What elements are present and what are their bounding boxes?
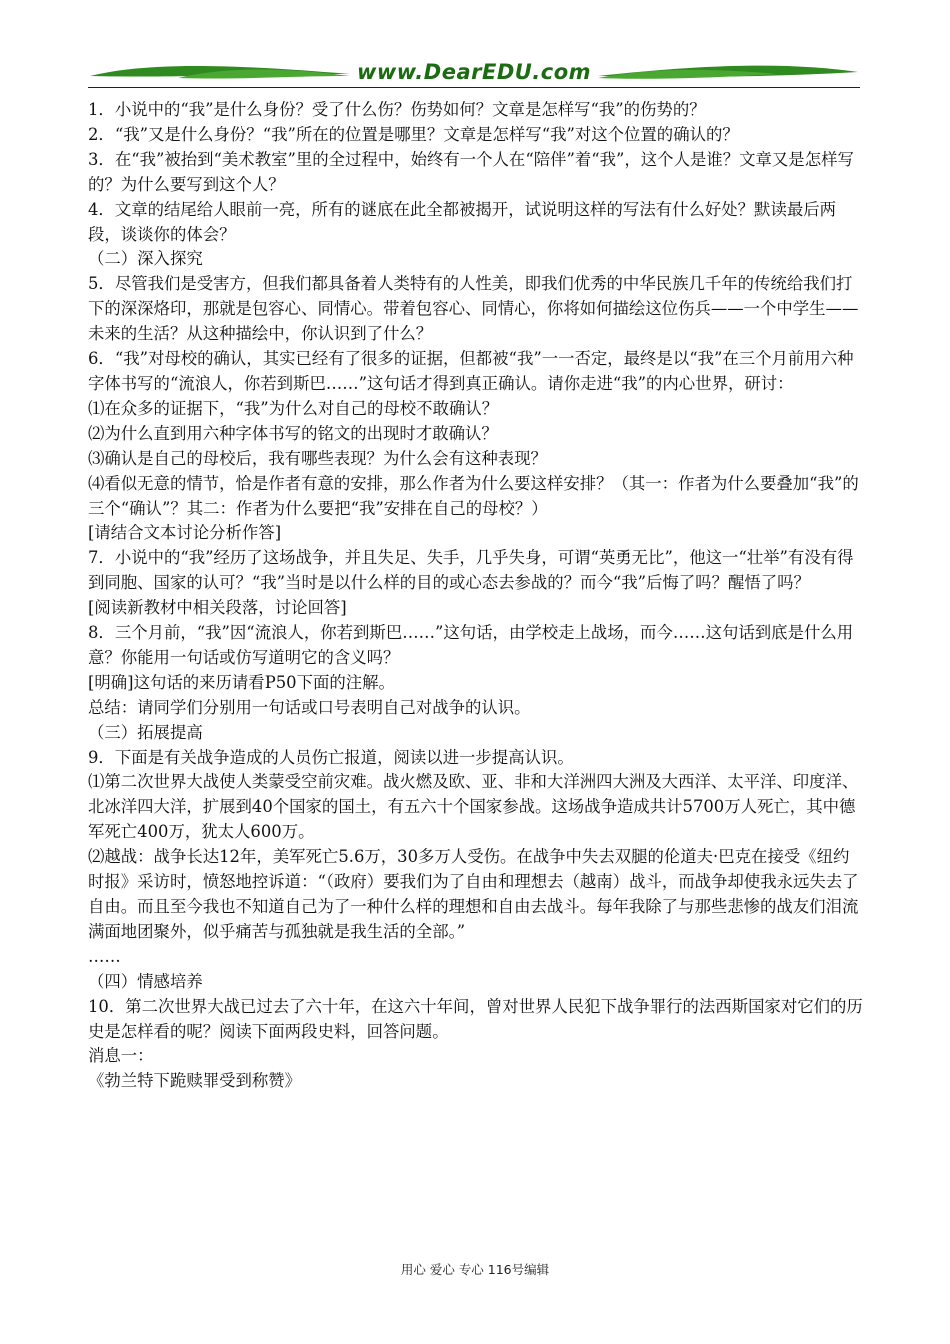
message-label: 消息一： [88,1046,154,1066]
line-3: 3．在“我”被抬到“美术教室”里的全过程中，始终有一个人在“陪伴”着“我”，这个人是谁？文章又是怎样写的？为什么要写到这个人？ [88,149,854,194]
line-1: 1．小说中的“我”是什么身份？受了什么伤？伤势如何？文章是怎样写“我”的伤势的？ [88,100,706,119]
note-7: [阅读新教材中相关段落，讨论回答] [88,598,347,618]
site-logo-text: www.DearEDU.com [356,60,592,84]
note-8: [明确]这句话的来历请看P50下面的注解。 [88,672,395,692]
line-9-2: ⑵越战：战争长达12年，美军死亡5.6万，30多万人受伤。在战争中失去双腿的伦道夫·巴克在接受《纽约时报》采访时，愤怒地控诉道：“（政府）要我们为了自由和理想去（越南）战斗，而战争却使我永远失去了自由。而且至今我也不知道自己为了一种什么样的理想和自由去战斗。每年我除了与那些悲惨的战友们泪流满面地团聚外，似乎痛苦与孤独就是我生活的全部。” [88,847,859,941]
line-5: 5．尽管我们是受害方，但我们都具备着人类特有的人性美，即我们优秀的中华民族几千年的传统给我们打下的深深烙印，那就是包容心、同情心。带着包容心、同情心，你将如何描绘这位伤兵——一个中学生——未来的生活？从这种描绘中，你认识到了什么？ [88,274,859,344]
line-6-3: ⑶确认是自己的母校后，我有哪些表现？为什么会有这种表现？ [88,448,547,468]
section-heading-3: （三）拓展提高 [88,722,203,742]
section-heading-4: （四）情感培养 [88,971,203,991]
document-body [88,98,864,1094]
line-6-4: ⑷看似无意的情节，恰是作者有意的安排，那么作者为什么要这样安排？（其一：作者为什么要叠加“我”的三个“确认”？其二：作者为什么要把“我”安排在自己的母校？） [88,473,859,518]
page-footer: 用心 爱心 专心 116号编辑 [400,1262,550,1277]
line-7: 7．小说中的“我”经历了这场战争，并且失足、失手，几乎失身，可谓“英勇无比”，他这一“壮举”有没有得到同胞、国家的认可？“我”当时是以什么样的目的或心态去参战的？而今“我”后悔了吗？醒悟了吗？ [88,548,854,593]
page-header [88,56,860,90]
line-6-2: ⑵为什么直到用六种字体书写的铭文的出现时才敢确认？ [88,423,498,443]
line-6-1: ⑴在众多的证据下，“我”为什么对自己的母校不敢确认？ [88,398,499,418]
summary: 总结：请同学们分别用一句话或口号表明自己对战争的认识。 [88,697,531,717]
note-6: [请结合文本讨论分析作答] [88,523,282,543]
line-9-1: ⑴第二次世界大战使人类蒙受空前灾难。战火燃及欧、亚、非和大洋洲四大洲及大西洋、太平洋、印度洋、北冰洋四大洋，扩展到40个国家的国土，有五六十个国家参战。这场战争造成共计5700万人死亡，其中德军死亡400万，犹太人600万。 [88,772,859,842]
line-9: 9．下面是有关战争造成的人员伤亡报道，阅读以进一步提高认识。 [88,747,574,767]
message-title: 《勃兰特下跪赎罪受到称赞》 [88,1071,302,1091]
line-4: 4．文章的结尾给人眼前一亮，所有的谜底在此全都被揭开，试说明这样的写法有什么好处？默读最后两段，谈谈你的体会？ [88,199,837,244]
line-10: 10．第二次世界大战已过去了六十年，在这六十年间，曾对世界人民犯下战争罪行的法西斯国家对它们的历史是怎样看的呢？阅读下面两段史料，回答问题。 [88,996,863,1041]
header-rule [88,87,860,88]
section-heading-2: （二）深入探究 [88,249,203,269]
line-2: 2．“我”又是什么身份？“我”所在的位置是哪里？文章是怎样写“我”对这个位置的确认的？ [88,124,739,144]
line-8: 8．三个月前，“我”因“流浪人，你若到斯巴……”这句话，由学校走上战场，而今……这句话到底是什么用意？你能用一句话或仿写道明它的含义吗？ [88,623,854,667]
ellipsis: …… [88,946,121,966]
line-6: 6．“我”对母校的确认，其实已经有了很多的证据，但都被“我”一一否定，最终是以“我”在三个月前用六种字体书写的“流浪人，你若到斯巴……”这句话才得到真正确认。请你走进“我”的内心世界，研讨： [88,349,854,393]
